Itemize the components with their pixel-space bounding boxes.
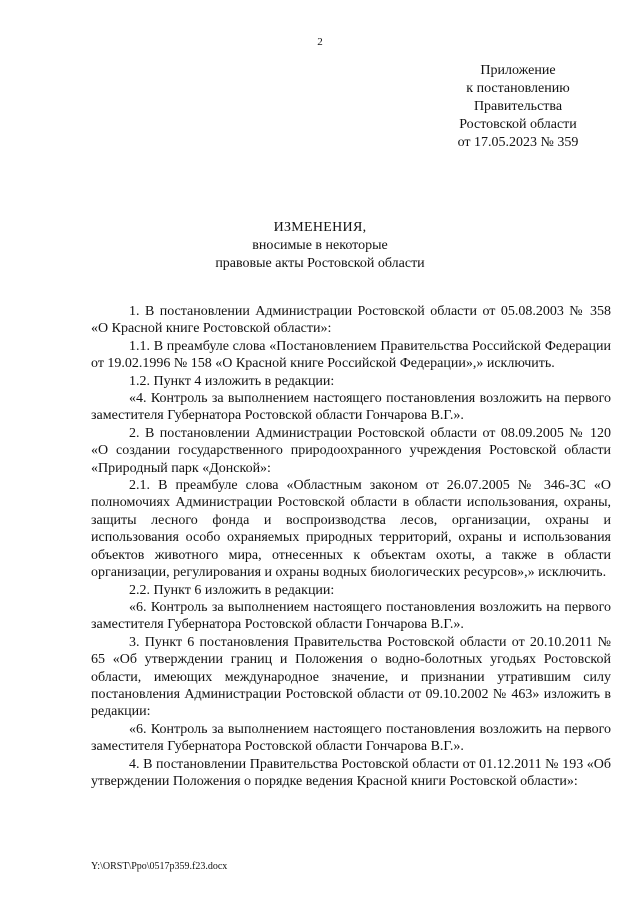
appendix-line-3: Правительства: [473, 99, 563, 114]
title-line-2: вносимые в некоторые: [252, 238, 388, 253]
title-line-3: правовые акты Ростовской области: [215, 256, 425, 271]
paragraph: 4. В постановлении Правительства Ростовской области от 01.12.2011 № 193 «Об утверждении Положения о порядке ведения Красной книги Ростовской области»:: [91, 756, 611, 789]
appendix-line-4: Ростовской области: [459, 117, 577, 132]
document-body: [91, 303, 611, 790]
document-title: [0, 219, 640, 273]
paragraph: «4. Контроль за выполнением настоящего постановления возложить на первого заместителя Губернатора Ростовской области Гончарова В.Г.».: [91, 391, 611, 424]
paragraph: 2. В постановлении Администрации Ростовской области от 08.09.2005 № 120 «О создании государственного природоохранного учреждения Ростовской области «Природный парк «Донской»:: [91, 425, 611, 476]
paragraph: 2.2. Пункт 6 изложить в редакции:: [129, 582, 335, 598]
file-path-footer: Y:\ORST\Ppo\0517p359.f23.docx: [91, 861, 228, 872]
paragraph: 2.1. В преамбуле слова «Областным законом от 26.07.2005 № 346-ЗС «О полномочиях Администрации Ростовской области в области использования, охраны, защиты лесного фонда и воспроизводства лесов, организации, охраны и использования особо охраняемых природных территорий, охраны и использования объектов животного мира, отнесенных к объектам охоты, а также в области организации, регулирования и охраны водных биологических ресурсов»,» исключить.: [91, 478, 611, 581]
appendix-line-2: к постановлению: [466, 81, 570, 96]
appendix-block: [448, 62, 588, 152]
paragraph: 3. Пункт 6 постановления Правительства Ростовской области от 20.10.2011 № 65 «Об утверждении границ и Положения о водно-болотных угодьях Ростовской области, имеющих международное значение, и признании утратившим силу постановления Администрации Ростовской области от 09.10.2002 № 463» изложить в редакции:: [91, 634, 611, 720]
title-heading: ИЗМЕНЕНИЯ,: [273, 220, 367, 235]
paragraph: 1.1. В преамбуле слова «Постановлением Правительства Российской Федерации от 19.02.1996 № 158 «О Красной книге Российской Федерации»,» исключить.: [91, 338, 611, 372]
appendix-line-5: от 17.05.2023 № 359: [457, 135, 579, 150]
paragraph: 1. В постановлении Администрации Ростовской области от 05.08.2003 № 358 «О Красной книге Ростовской области»:: [91, 304, 611, 337]
appendix-line-1: Приложение: [480, 63, 556, 78]
paragraph: «6. Контроль за выполнением настоящего постановления возложить на первого заместителя Губернатора Ростовской области Гончарова В.Г.».: [91, 721, 611, 755]
page-number: 2: [317, 36, 323, 48]
paragraph: «6. Контроль за выполнением настоящего постановления возложить на первого заместителя Губернатора Ростовской области Гончарова В.Г.».: [91, 599, 611, 633]
paragraph: 1.2. Пункт 4 изложить в редакции:: [129, 373, 335, 389]
